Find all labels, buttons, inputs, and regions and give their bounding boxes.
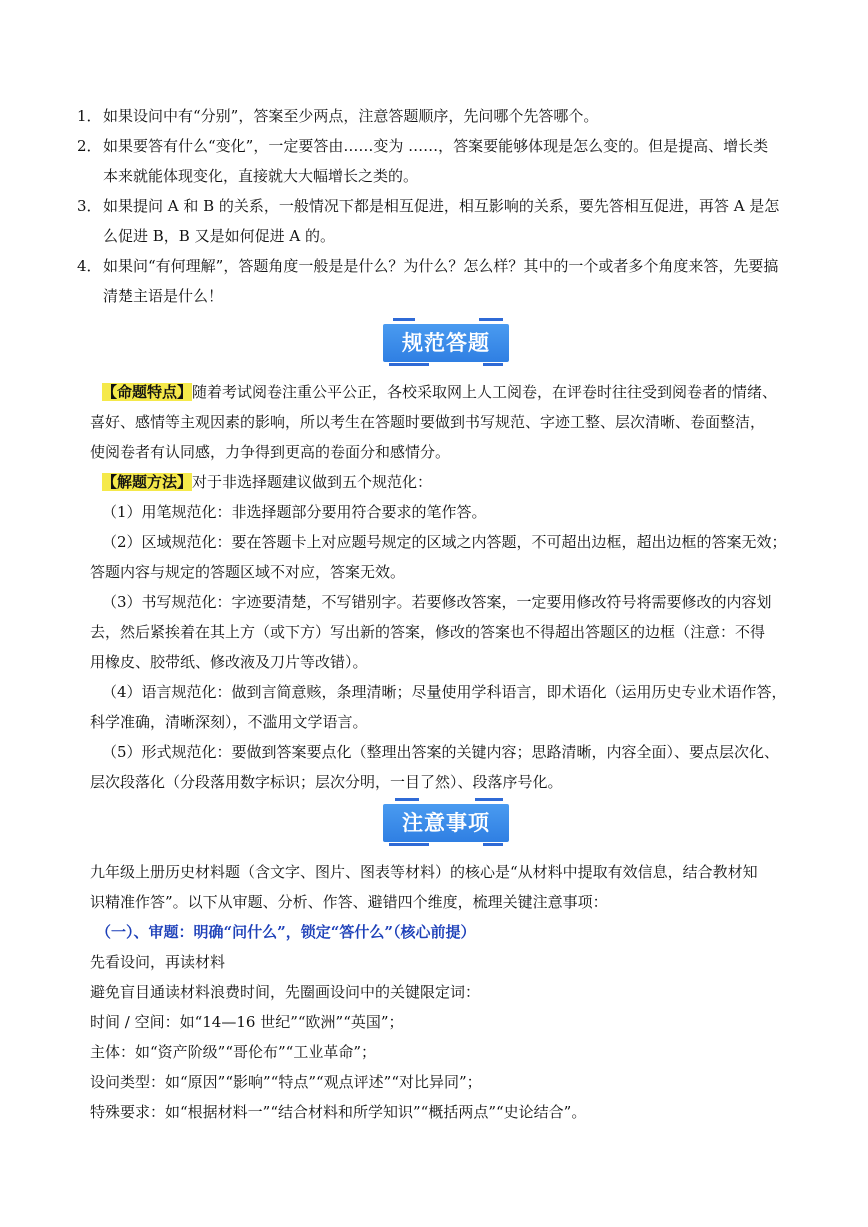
banner-decoration <box>475 798 503 801</box>
list-item-text: 么促进 B，B 又是如何促进 A 的。 <box>103 227 335 245</box>
banner-decoration <box>389 843 429 846</box>
section-banner <box>383 318 509 364</box>
subsection-heading: （一）、审题：明确“问什么”，锁定“答什么”（核心前提） <box>96 923 476 941</box>
rule-item: （4）语言规范化：做到言简意赅，条理清晰；尽量使用学科语言，即术语化（运用历史专业术语作答， <box>102 683 787 701</box>
rule-item: 用橡皮、胶带纸、修改液及刀片等改错）。 <box>90 653 368 671</box>
intro-line: 九年级上册历史材料题（含文字、图片、图表等材料）的核心是“从材料中提取有效信息，结合教材知 <box>90 863 758 881</box>
banner-decoration <box>389 363 429 366</box>
list-item-text: 本来就能体现变化，直接就大大幅增长之类的。 <box>103 167 419 185</box>
paragraph-line: 使阅卷者有认同感，力争得到更高的卷面分和感情分。 <box>90 443 451 461</box>
rule-item: （5）形式规范化：要做到答案要点化（整理出答案的关键内容；思路清晰，内容全面）、要点层次化、 <box>102 743 780 761</box>
section-banner <box>383 798 509 844</box>
list-item-text: 如果提问 A 和 B 的关系，一般情况下都是相互促进，相互影响的关系，要先答相互促进，再答 A 是怎 <box>103 197 780 215</box>
rule-item: 去，然后紧挨着在其上方（或下方）写出新的答案，修改的答案也不得超出答题区的边框（注意：不得 <box>90 623 766 641</box>
list-item-text: 清楚主语是什么！ <box>103 287 224 305</box>
paragraph-line: 随着考试阅卷注重公平公正，各校采取网上人工阅卷，在评卷时往往受到阅卷者的情绪、 <box>192 383 778 401</box>
body-line: 特殊要求：如“根据材料一”“结合材料和所学知识”“概括两点”“史论结合”。 <box>90 1103 587 1121</box>
banner-decoration <box>483 363 503 366</box>
banner-decoration <box>393 318 415 321</box>
banner-decoration <box>395 798 419 801</box>
body-line: 时间 / 空间：如“14—16 世纪”“欧洲”“英国”； <box>90 1013 404 1031</box>
intro-line: 识精准作答”。以下从审题、分析、作答、避错四个维度，梳理关键注意事项： <box>90 893 608 911</box>
rule-item: （2）区域规范化：要在答题卡上对应题号规定的区域之内答题，不可超出边框，超出边框的答案无效； <box>102 533 787 551</box>
banner-title: 规范答题 <box>402 331 490 355</box>
banner-decoration <box>479 318 503 321</box>
list-number: 1． <box>77 107 102 125</box>
rule-item: 科学准确，清晰深刻），不滥用文学语言。 <box>90 713 368 731</box>
list-number: 3． <box>77 197 102 215</box>
list-item-text: 如果问“有何理解”，答题角度一般是是什么？为什么？怎么样？其中的一个或者多个角度来答，先要搞 <box>103 257 779 275</box>
body-line: 避免盲目通读材料浪费时间，先圈画设问中的关键限定词： <box>90 983 481 1001</box>
paragraph-line: 对于非选择题建议做到五个规范化： <box>192 473 433 491</box>
list-item-text: 如果要答有什么“变化”，一定要答由……变为 ……，答案要能够体现是怎么变的。但是提高、增长类 <box>103 137 769 155</box>
paragraph-line: 喜好、感情等主观因素的影响，所以考生在答题时要做到书写规范、字迹工整、层次清晰、卷面整洁， <box>90 413 766 431</box>
rule-item: 答题内容与规定的答题区域不对应，答案无效。 <box>90 563 406 581</box>
rule-item: （1）用笔规范化：非选择题部分要用符合要求的笔作答。 <box>102 503 487 521</box>
body-line: 设问类型：如“原因”“影响”“特点”“观点评述”“对比异同”； <box>90 1073 482 1091</box>
tag-jieti: 【解题方法】 <box>102 473 193 491</box>
body-line: 主体：如“资产阶级”“哥伦布”“工业革命”； <box>90 1043 377 1061</box>
rule-item: （3）书写规范化：字迹要清楚，不写错别字。若要修改答案，一定要用修改符号将需要修改的内容划 <box>102 593 772 611</box>
banner-title: 注意事项 <box>402 811 490 835</box>
banner-decoration <box>483 843 503 846</box>
list-item-text: 如果设问中有“分别”，答案至少两点，注意答题顺序，先问哪个先答哪个。 <box>103 107 599 125</box>
rule-item: 层次段落化（分段落用数字标识；层次分明，一目了然）、段落序号化。 <box>90 773 563 791</box>
list-number: 4． <box>77 257 102 275</box>
list-number: 2． <box>77 137 102 155</box>
body-line: 先看设问，再读材料 <box>90 953 226 971</box>
tag-mingti: 【命题特点】 <box>102 383 193 401</box>
